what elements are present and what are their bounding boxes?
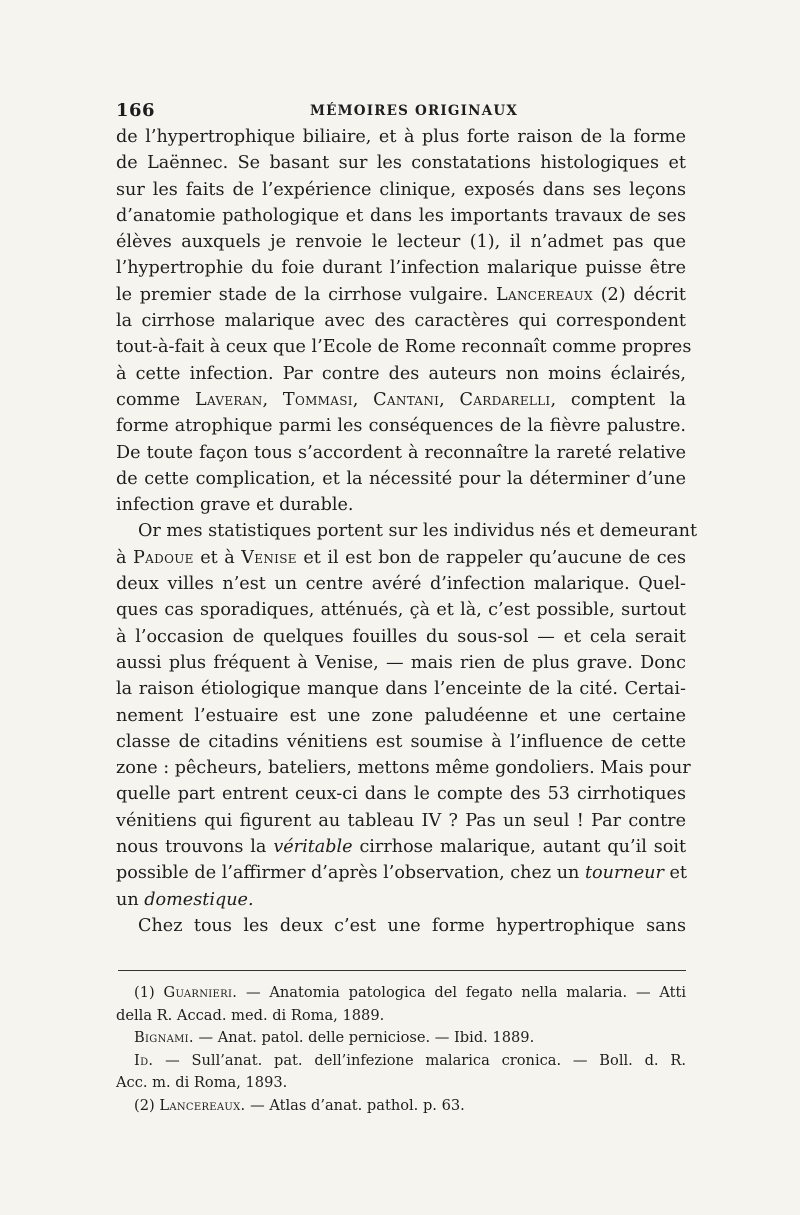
emphasis: tourneur xyxy=(584,863,664,884)
footnote-line xyxy=(116,1095,686,1118)
text-line: classe de citadins vénitiens est soumise à l’influence de cette xyxy=(116,731,686,752)
text-line xyxy=(116,834,686,860)
text-run: à xyxy=(116,547,127,568)
footnote-line xyxy=(116,1027,686,1050)
footnote-label: (1) xyxy=(134,984,155,1001)
text-line: infection grave et durable. xyxy=(116,495,354,516)
text-run: cirrhose malarique, autant qu’il soit xyxy=(359,837,687,858)
text-run: possible de l’affirmer d’après l’observation, chez un xyxy=(116,863,580,884)
author-name: Bignami. xyxy=(134,1029,194,1047)
text-run: et xyxy=(669,863,687,884)
running-title: MÉMOIRES ORIGINAUX xyxy=(310,103,519,119)
text-line: quelle part entrent ceux-ci dans le compte des 53 cirrhotiques xyxy=(116,784,686,805)
text-line: tout-à-fait à ceux que l’Ecole de Rome reconnaît comme propres xyxy=(116,337,692,358)
text-line: aussi plus fréquent à Venise, — mais rien de plus grave. Donc xyxy=(116,652,686,673)
text-line: élèves auxquels je renvoie le lecteur (1), il n’admet pas que xyxy=(116,232,686,253)
author-name: Laveran xyxy=(195,389,263,410)
text-line: deux villes n’est un centre avéré d’infection malarique. Quel- xyxy=(116,574,686,595)
footnote-text: — Anat. patol. delle perniciose. — Ibid. 1889. xyxy=(198,1029,535,1047)
footnote-text: — Atlas d’anat. pathol. p. 63. xyxy=(250,1096,465,1114)
footnote-line: Acc. m. di Roma, 1893. xyxy=(116,1074,288,1092)
footnote-rule xyxy=(118,970,686,971)
text-line: Or mes statistiques portent sur les individus nés et demeurant xyxy=(138,521,698,542)
emphasis: domestique. xyxy=(144,889,254,910)
footnote-label: (2) xyxy=(134,1096,155,1114)
text-line: sur les faits de l’expérience clinique, exposés dans ses leçons xyxy=(116,179,686,200)
author-name: Tommasi xyxy=(282,389,353,410)
text-line: d’anatomie pathologique et dans les importants travaux de ses xyxy=(116,205,686,226)
text-run: et à xyxy=(200,547,235,568)
author-name: Id. xyxy=(134,1051,154,1069)
page-header xyxy=(116,100,686,126)
text-run: et il est bon de rappeler qu’aucune de ces xyxy=(303,547,686,568)
text-line: vénitiens qui figurent au tableau IV ? Pas un seul ! Par contre xyxy=(116,810,686,831)
text-line: de cette complication, et la nécessité pour la déterminer d’une xyxy=(116,468,686,489)
author-name: Cantani xyxy=(373,389,440,410)
text-line: De toute façon tous s’accordent à reconnaître la rareté relative xyxy=(116,442,686,463)
footnote-line xyxy=(116,982,686,1005)
text-line: la cirrhose malarique avec des caractères qui correspondent xyxy=(116,311,686,332)
text-line xyxy=(116,545,686,571)
author-name: Lancereaux. xyxy=(159,1096,246,1114)
text-line: de Laënnec. Se basant sur les constatations histologiques et xyxy=(116,153,686,174)
emphasis: véritable xyxy=(273,837,353,858)
text-line: nement l’estuaire est une zone paludéenne et une certaine xyxy=(116,705,686,726)
text-line: zone : pêcheurs, bateliers, mettons même gondoliers. Mais pour xyxy=(116,758,691,779)
text-line: à l’occasion de quelques fouilles du sous-sol — et cela serait xyxy=(116,626,686,647)
page-number: 166 xyxy=(116,100,156,121)
text-run: (2) décrit xyxy=(600,284,687,305)
text-run: un xyxy=(116,889,139,910)
footnote-text: — Anatomia patologica del fegato nella malaria. — Atti xyxy=(245,984,687,1001)
city-name: Padoue xyxy=(133,547,194,568)
footnote-line xyxy=(116,1050,686,1073)
author-name: Lancereaux xyxy=(496,284,593,305)
footnote-line: della R. Accad. med. di Roma, 1889. xyxy=(116,1006,385,1024)
text-line: de l’hypertrophique biliaire, et à plus forte raison de la forme xyxy=(116,127,686,147)
author-name: Guarnieri. xyxy=(163,984,238,1001)
text-run: comme xyxy=(116,389,181,410)
footnote-text: — Sull’anat. pat. dell’infezione malarica cronica. — Boll. d. R. xyxy=(165,1051,687,1069)
text-line xyxy=(116,887,686,913)
text-line: ques cas sporadiques, atténués, çà et là, c’est possible, surtout xyxy=(116,600,686,621)
text-run: nous trouvons la xyxy=(116,837,267,858)
text-line: à cette infection. Par contre des auteurs non moins éclairés, xyxy=(116,363,686,384)
text-line: forme atrophique parmi les conséquences de la fièvre palustre. xyxy=(116,416,686,437)
city-name: Venise xyxy=(241,547,297,568)
text-line: l’hypertrophie du foie durant l’infection malarique puisse être xyxy=(116,258,686,279)
text-run: comptent la xyxy=(570,389,687,410)
text-line: la raison étiologique manque dans l’enceinte de la cité. Certai- xyxy=(116,679,686,700)
text-line: Chez tous les deux c’est une forme hypertrophique sans xyxy=(138,915,686,936)
text-run: le premier stade de la cirrhose vulgaire. xyxy=(116,284,489,305)
body-text xyxy=(116,124,698,939)
author-name: Cardarelli xyxy=(459,389,551,410)
text-line xyxy=(116,282,686,308)
footnotes xyxy=(116,982,686,1118)
text-line xyxy=(116,860,686,886)
text-line: comme Laveran, Tommasi, Cantani, Cardarelli, comptent la xyxy=(116,389,687,410)
